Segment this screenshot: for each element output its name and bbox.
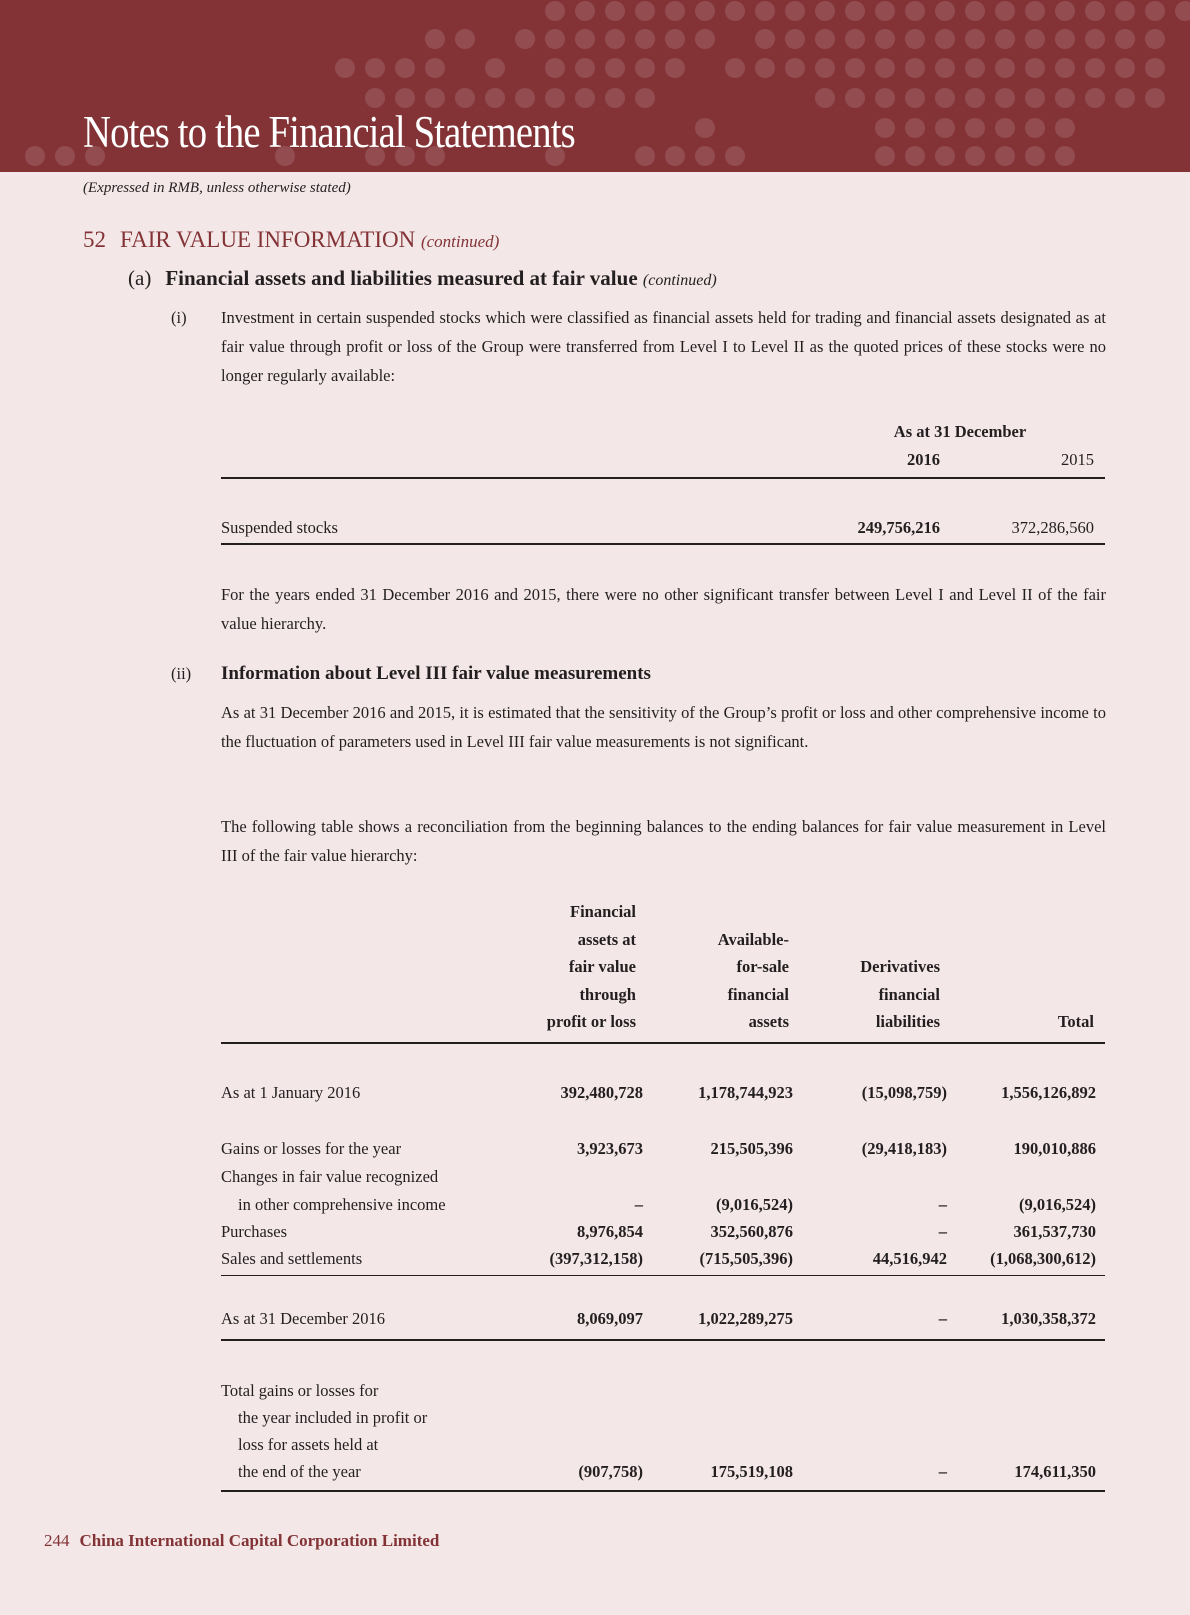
subsection-heading xyxy=(128,266,717,291)
column-header-fvtpl: assets at xyxy=(577,929,636,949)
decorative-dot xyxy=(905,1,925,21)
decorative-dot xyxy=(425,88,445,108)
decorative-dot xyxy=(935,1,955,21)
reconciliation-intro: The following table shows a reconciliation from the beginning balances to the ending balances for fair value measurement in Level III of the fair value hierarchy: xyxy=(221,817,1106,865)
decorative-dot xyxy=(1055,29,1075,49)
cell-gains-fvtpl: 3,923,673 xyxy=(577,1139,643,1158)
cell-gains-afs: 215,505,396 xyxy=(710,1139,793,1158)
decorative-dot xyxy=(545,29,565,49)
decorative-dot xyxy=(1175,1,1190,21)
cell-sales-fvtpl: (397,312,158) xyxy=(549,1249,643,1268)
cell-gains-derivatives: (29,418,183) xyxy=(861,1139,947,1158)
row-label-total: the end of the year xyxy=(238,1462,361,1481)
decorative-dot xyxy=(905,146,925,166)
page-title: Notes to the Financial Statements xyxy=(83,107,575,157)
decorative-dot xyxy=(1145,88,1165,108)
decorative-dot xyxy=(875,1,895,21)
row-label-purchases: Purchases xyxy=(221,1222,287,1241)
column-header-derivatives: liabilities xyxy=(875,1012,940,1031)
decorative-dot xyxy=(1055,1,1075,21)
cell-opening-fvtpl: 392,480,728 xyxy=(560,1083,643,1102)
decorative-dot xyxy=(1025,29,1045,49)
decorative-dot xyxy=(815,58,835,78)
column-header-afs: Available- xyxy=(717,929,789,949)
column-header-fvtpl: Financial xyxy=(569,902,636,921)
decorative-dot xyxy=(605,58,625,78)
column-header-afs: for-sale xyxy=(736,957,789,976)
item-i-text: Investment in certain suspended stocks which were classified as financial assets held for trading and financial assets designated as at fair value through profit or loss of the Group were transferred from Level I to Level II as the quoted prices of these stocks were no longer regularly available: xyxy=(221,308,1106,385)
subsection-label: (a) xyxy=(128,266,152,290)
decorative-dot xyxy=(395,88,415,108)
decorative-dot xyxy=(605,1,625,21)
column-header-afs: financial xyxy=(727,984,789,1004)
sensitivity-paragraph: As at 31 December 2016 and 2015, it is estimated that the sensitivity of the Group’s profit or loss and other comprehensive income to the fluctuation of parameters used in Level III fair value measurements is not significant. xyxy=(221,703,1106,751)
subsection-title: Financial assets and liabilities measured at fair value xyxy=(165,266,638,290)
section-title: FAIR VALUE INFORMATION xyxy=(120,227,416,252)
decorative-dot xyxy=(935,146,955,166)
decorative-dot xyxy=(935,118,955,138)
continued-label: (continued) xyxy=(420,232,500,251)
decorative-dot xyxy=(995,29,1015,49)
decorative-dot xyxy=(635,1,655,21)
decorative-dot xyxy=(455,29,475,49)
cell-sales-total: (1,068,300,612) xyxy=(990,1249,1096,1268)
cell-oci-derivatives: – xyxy=(938,1195,947,1214)
decorative-dot xyxy=(785,29,805,49)
decorative-dot xyxy=(755,29,775,49)
column-header-total: Total xyxy=(1057,1012,1094,1031)
decorative-dot xyxy=(1055,146,1075,166)
decorative-dot xyxy=(1055,88,1075,108)
decorative-dot xyxy=(905,29,925,49)
row-label-total-line2: the year included in profit or xyxy=(238,1408,428,1427)
column-header-fvtpl: profit or loss xyxy=(546,1012,636,1031)
table1-value-2015: 372,286,560 xyxy=(1011,518,1094,537)
decorative-dot xyxy=(1085,1,1105,21)
page-number: 244 xyxy=(44,1531,70,1550)
cell-closing-fvtpl: 8,069,097 xyxy=(577,1309,643,1328)
decorative-dot xyxy=(425,58,445,78)
decorative-dot xyxy=(485,88,505,108)
decorative-dot xyxy=(665,29,685,49)
decorative-dot xyxy=(695,146,715,166)
decorative-dot xyxy=(695,118,715,138)
section-number: 52 xyxy=(83,227,106,252)
decorative-dot xyxy=(965,118,985,138)
row-label-oci: in other comprehensive income xyxy=(238,1195,446,1214)
decorative-dot xyxy=(1025,1,1045,21)
row-label-oci-line1: Changes in fair value recognized xyxy=(221,1167,439,1186)
decorative-dot xyxy=(695,29,715,49)
cell-closing-total: 1,030,358,372 xyxy=(1001,1309,1096,1328)
decorative-dot xyxy=(665,146,685,166)
decorative-dot xyxy=(1025,146,1045,166)
table2-header-rule xyxy=(221,1042,1105,1044)
column-header-afs: assets xyxy=(748,1012,789,1031)
decorative-dot xyxy=(365,58,385,78)
decorative-dot xyxy=(785,58,805,78)
decorative-dot xyxy=(335,58,355,78)
transfer-note: For the years ended 31 December 2016 and 2015, there were no other significant transfer between Level I and Level II of the fair value hierarchy. xyxy=(221,585,1106,633)
decorative-dot xyxy=(1115,29,1135,49)
decorative-dot xyxy=(995,58,1015,78)
table2-bottom-rule xyxy=(221,1490,1105,1492)
cell-opening-derivatives: (15,098,759) xyxy=(861,1083,947,1102)
decorative-dot xyxy=(1115,1,1135,21)
decorative-dot xyxy=(815,29,835,49)
decorative-dot xyxy=(665,1,685,21)
decorative-dot xyxy=(665,58,685,78)
decorative-dot xyxy=(575,1,595,21)
decorative-dot xyxy=(965,146,985,166)
cell-total-derivatives: – xyxy=(938,1462,947,1481)
decorative-dot xyxy=(635,146,655,166)
decorative-dot xyxy=(845,29,865,49)
continued-label: (continued) xyxy=(642,272,717,289)
decorative-dot xyxy=(875,118,895,138)
decorative-dot xyxy=(605,88,625,108)
decorative-dot xyxy=(845,58,865,78)
decorative-dot xyxy=(875,88,895,108)
decorative-dot xyxy=(905,58,925,78)
cell-purchases-derivatives: – xyxy=(938,1222,947,1241)
decorative-dot xyxy=(935,29,955,49)
decorative-dot xyxy=(545,58,565,78)
table1-col-2015: 2015 xyxy=(1061,450,1094,469)
decorative-dot xyxy=(1115,88,1135,108)
decorative-dot xyxy=(1055,118,1075,138)
cell-total-total: 174,611,350 xyxy=(1014,1462,1096,1481)
currency-note: (Expressed in RMB, unless otherwise stated) xyxy=(83,180,351,196)
decorative-dot xyxy=(995,1,1015,21)
item-ii-label: (ii) xyxy=(171,664,192,683)
column-header-fvtpl: fair value xyxy=(568,957,636,976)
cell-oci-fvtpl: – xyxy=(634,1195,643,1214)
row-label-sales: Sales and settlements xyxy=(221,1249,363,1268)
cell-total-fvtpl: (907,758) xyxy=(578,1462,643,1481)
row-label-closing: As at 31 December 2016 xyxy=(221,1309,386,1328)
decorative-dot xyxy=(545,88,565,108)
decorative-dot xyxy=(575,88,595,108)
decorative-dot xyxy=(1145,1,1165,21)
table1-row-label: Suspended stocks xyxy=(221,518,338,537)
item-i-label: (i) xyxy=(171,308,187,327)
decorative-dot xyxy=(995,118,1015,138)
decorative-dot xyxy=(25,146,45,166)
decorative-dot xyxy=(785,1,805,21)
decorative-dot xyxy=(725,1,745,21)
table1-bottom-rule xyxy=(221,543,1105,545)
page-footer xyxy=(44,1531,439,1551)
decorative-dot xyxy=(515,29,535,49)
decorative-dot xyxy=(1085,58,1105,78)
decorative-dot xyxy=(1085,88,1105,108)
decorative-dot xyxy=(515,88,535,108)
decorative-dot xyxy=(635,88,655,108)
cell-oci-total: (9,016,524) xyxy=(1019,1195,1096,1214)
table1-col-2016: 2016 xyxy=(907,450,940,469)
decorative-dot xyxy=(575,58,595,78)
decorative-dot xyxy=(815,88,835,108)
decorative-dot xyxy=(1085,29,1105,49)
closing-balance-rule xyxy=(221,1339,1105,1341)
decorative-dot xyxy=(965,29,985,49)
section-heading xyxy=(83,227,499,253)
table1-value-2016: 249,756,216 xyxy=(857,518,940,537)
decorative-dot xyxy=(845,1,865,21)
decorative-dot xyxy=(605,29,625,49)
decorative-dot xyxy=(995,88,1015,108)
cell-gains-total: 190,010,886 xyxy=(1013,1139,1096,1158)
decorative-dot xyxy=(755,58,775,78)
decorative-dot xyxy=(485,58,505,78)
column-header-fvtpl: through xyxy=(579,984,636,1004)
decorative-dot xyxy=(815,1,835,21)
decorative-dot xyxy=(965,58,985,78)
column-header-derivatives: Derivatives xyxy=(860,957,940,976)
header-banner xyxy=(0,0,1190,172)
cell-opening-afs: 1,178,744,923 xyxy=(698,1083,793,1102)
cell-total-afs: 175,519,108 xyxy=(710,1462,793,1481)
cell-purchases-fvtpl: 8,976,854 xyxy=(577,1222,643,1241)
row-label-total-line1: Total gains or losses for xyxy=(221,1381,379,1400)
decorative-dot xyxy=(905,118,925,138)
cell-sales-derivatives: 44,516,942 xyxy=(872,1249,947,1268)
cell-oci-afs: (9,016,524) xyxy=(716,1195,793,1214)
row-label-gains: Gains or losses for the year xyxy=(221,1139,402,1158)
cell-closing-afs: 1,022,289,275 xyxy=(698,1309,793,1328)
cell-closing-derivatives: – xyxy=(938,1309,947,1328)
sales-subtotal-rule xyxy=(221,1275,1105,1276)
decorative-dot xyxy=(545,1,565,21)
table1-group-header: As at 31 December xyxy=(893,422,1027,441)
decorative-dot xyxy=(635,58,655,78)
decorative-dot xyxy=(1055,58,1075,78)
decorative-dot xyxy=(695,1,715,21)
decorative-dot xyxy=(965,1,985,21)
decorative-dot xyxy=(905,88,925,108)
decorative-dot xyxy=(1145,58,1165,78)
decorative-dot xyxy=(725,146,745,166)
table1-header-rule xyxy=(221,477,1105,479)
row-label-opening: As at 1 January 2016 xyxy=(221,1083,361,1102)
decorative-dot xyxy=(1115,58,1135,78)
decorative-dot xyxy=(875,146,895,166)
decorative-dot xyxy=(1025,118,1045,138)
cell-opening-total: 1,556,126,892 xyxy=(1001,1083,1096,1102)
decorative-dot xyxy=(425,29,445,49)
decorative-dot xyxy=(365,88,385,108)
decorative-dot xyxy=(995,146,1015,166)
decorative-dot xyxy=(725,58,745,78)
decorative-dot xyxy=(845,88,865,108)
decorative-dot xyxy=(635,29,655,49)
column-header-derivatives: financial xyxy=(878,984,940,1004)
item-ii-title: Information about Level III fair value measurements xyxy=(221,663,651,684)
cell-purchases-afs: 352,560,876 xyxy=(710,1222,793,1241)
decorative-dot xyxy=(455,88,475,108)
decorative-dot xyxy=(575,29,595,49)
decorative-dot xyxy=(875,58,895,78)
decorative-dot xyxy=(755,1,775,21)
decorative-dot xyxy=(875,29,895,49)
decorative-dot xyxy=(935,88,955,108)
decorative-dot xyxy=(55,146,75,166)
cell-purchases-total: 361,537,730 xyxy=(1013,1222,1096,1241)
row-label-total-line3: loss for assets held at xyxy=(238,1435,379,1454)
decorative-dot xyxy=(935,58,955,78)
decorative-dot xyxy=(965,88,985,108)
decorative-dot xyxy=(1025,58,1045,78)
cell-sales-afs: (715,505,396) xyxy=(699,1249,793,1268)
decorative-dot xyxy=(1145,29,1165,49)
decorative-dot xyxy=(395,58,415,78)
decorative-dot xyxy=(1025,88,1045,108)
company-name: China International Capital Corporation Limited xyxy=(79,1531,440,1550)
